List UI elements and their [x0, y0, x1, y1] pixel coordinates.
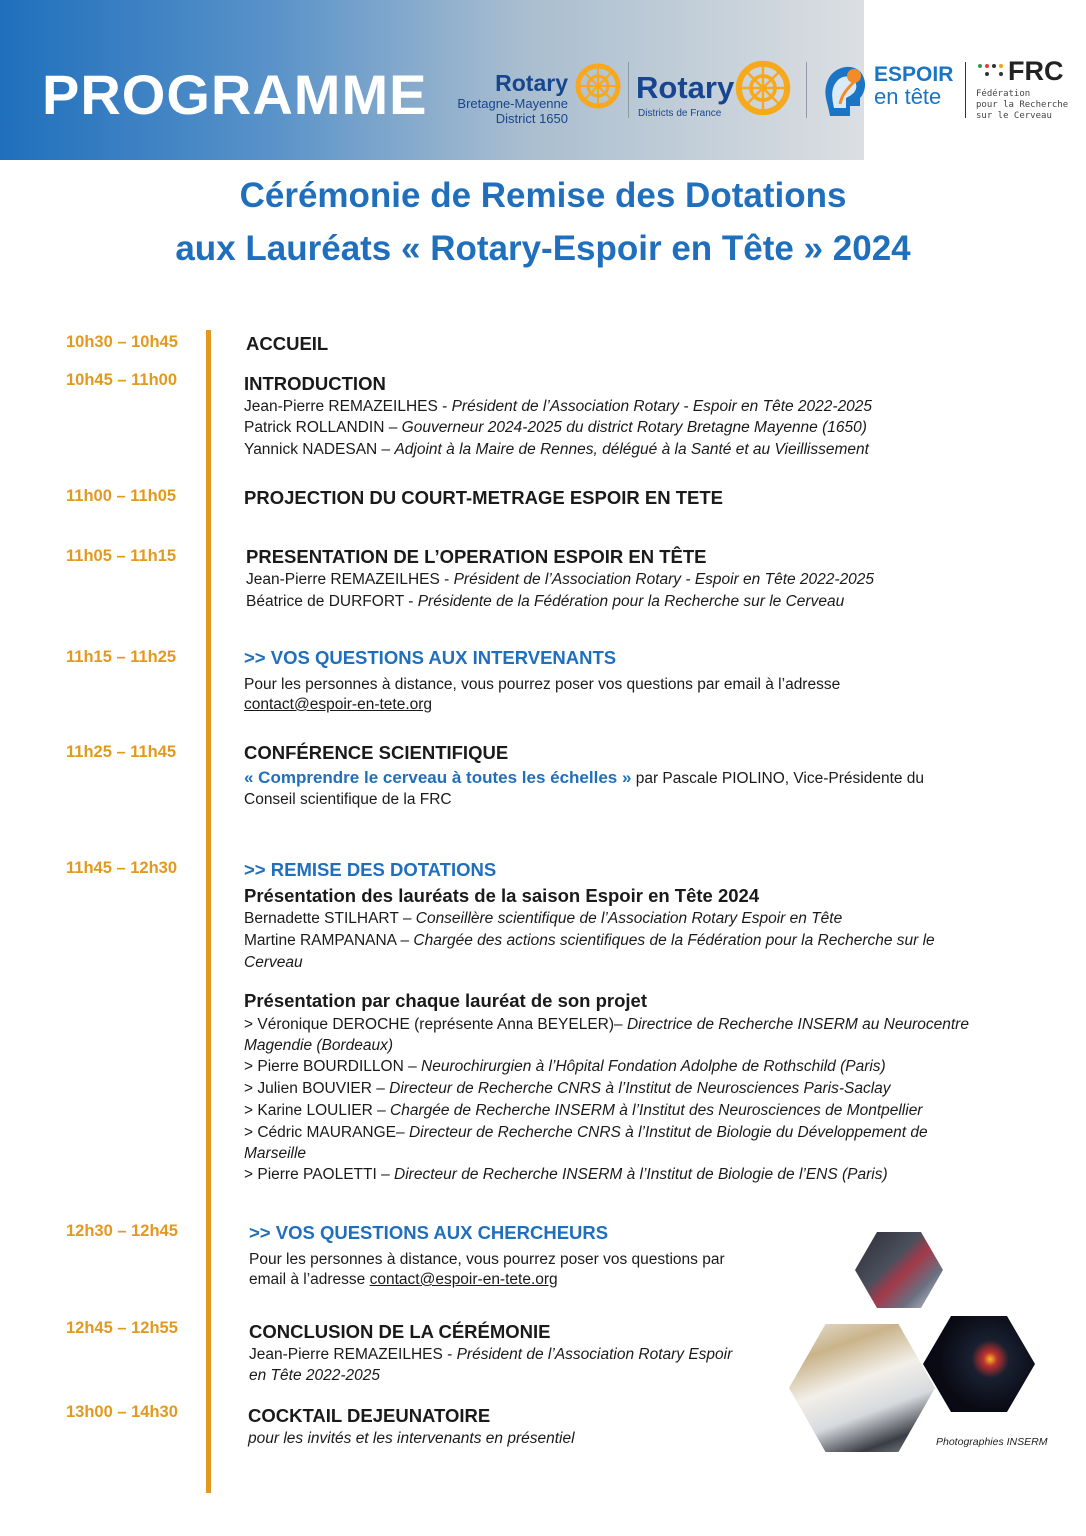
- info-text: Pour les personnes à distance, vous pourrez poser vos questions par email à l’adresse: [244, 676, 841, 693]
- rotary-bretagne-logo: Rotary Bretagne-Mayenne District 1650: [446, 62, 626, 132]
- espoir-logo-line1: ESPOIR: [874, 63, 954, 86]
- time-slot: 12h45 – 12h55: [66, 1319, 178, 1337]
- laureate-line: > Cédric MAURANGE– Directeur de Recherche CNRS à l’Institut de Biologie du Développement de: [244, 1124, 928, 1141]
- speaker-line: Jean-Pierre REMAZEILHES - Président de l’Association Rotary - Espoir en Tête 2022-2025: [246, 571, 875, 588]
- conference-line: « Comprendre le cerveau à toutes les échelles » par Pascale PIOLINO, Vice-Présidente du: [244, 768, 925, 787]
- speaker-line: Patrick ROLLANDIN – Gouverneur 2024-2025 du district Rotary Bretagne Mayenne (1650): [244, 419, 867, 436]
- speaker-line: Bernadette STILHART – Conseillère scientifique de l’Association Rotary Espoir en Tête: [244, 910, 843, 927]
- slot-heading: >> VOS QUESTIONS AUX INTERVENANTS: [244, 647, 617, 668]
- slot-heading: CONCLUSION DE LA CÉRÉMONIE: [249, 1321, 551, 1342]
- info-text: Pour les personnes à distance, vous pourrez poser vos questions par: [249, 1251, 725, 1268]
- contact-email-link[interactable]: contact@espoir-en-tete.org: [244, 696, 433, 713]
- slot-heading: >> VOS QUESTIONS AUX CHERCHEURS: [249, 1222, 609, 1243]
- lab-computer-photo: [855, 1232, 943, 1308]
- time-slot: 11h15 – 11h25: [66, 648, 177, 666]
- logo-divider: [628, 62, 629, 118]
- rotary-wheel-icon: [734, 59, 792, 117]
- laureate-line: > Pierre BOURDILLON – Neurochirurgien à l’Hôpital Fondation Adolphe de Rothschild (Paris): [244, 1058, 886, 1075]
- time-slot: 11h05 – 11h15: [66, 547, 177, 565]
- photo-collage: [785, 1228, 1048, 1458]
- laureates-subheading: Présentation des lauréats de la saison Espoir en Tête 2024: [244, 885, 760, 906]
- time-slot: 11h00 – 11h05: [66, 487, 177, 505]
- espoir-logo-line2: en tête: [874, 84, 942, 109]
- timeline-bar: [206, 330, 211, 1493]
- rotary-wheel-icon: [574, 62, 622, 110]
- laureate-line: > Pierre PAOLETTI – Directeur de Recherche INSERM à l’Institut de Biologie de l’ENS (Paris): [244, 1166, 888, 1183]
- slot-heading: INTRODUCTION: [244, 373, 386, 394]
- time-slot: 13h00 – 14h30: [66, 1403, 178, 1421]
- event-title-line1: Cérémonie de Remise des Dotations: [239, 176, 847, 215]
- laureate-line: > Karine LOULIER – Chargée de Recherche INSERM à l’Institut des Neurosciences de Montpellier: [244, 1102, 923, 1119]
- slot-heading: >> REMISE DES DOTATIONS: [244, 859, 497, 880]
- contact-email-link[interactable]: contact@espoir-en-tete.org: [369, 1271, 558, 1288]
- speaker-line: Béatrice de DURFORT - Présidente de la Fédération pour la Recherche sur le Cerveau: [246, 593, 845, 610]
- speaker-line: Jean-Pierre REMAZEILHES - Président de l’Association Rotary - Espoir en Tête 2022-2025: [244, 398, 873, 415]
- slot-heading: COCKTAIL DEJEUNATOIRE: [248, 1405, 491, 1426]
- laureate-line: Marseille: [244, 1145, 307, 1162]
- header-banner: PROGRAMME Rotary Bretagne-Mayenne District 1650 Rotary Districts de France: [0, 0, 864, 160]
- time-slot: 12h30 – 12h45: [66, 1222, 178, 1240]
- speaker-line: Martine RAMPANANA – Chargée des actions scientifiques de la Fédération pour la Recherche sur le: [244, 932, 935, 949]
- time-slot: 10h30 – 10h45: [66, 333, 178, 351]
- speaker-line: en Tête 2022-2025: [249, 1367, 380, 1384]
- neuron-photo: [923, 1316, 1035, 1412]
- event-title-line2: aux Lauréats « Rotary-Espoir en Tête » 2024: [175, 229, 911, 268]
- logo-divider: [965, 62, 966, 118]
- time-slot: 11h45 – 12h30: [66, 859, 178, 877]
- time-slot: 10h45 – 11h00: [66, 371, 178, 389]
- cocktail-note: pour les invités et les intervenants en présentiel: [248, 1430, 575, 1447]
- frc-logo-subtitle: Fédération pour la Recherche sur le Cerveau: [976, 89, 1069, 121]
- laureate-line: > Véronique DEROCHE (représente Anna BEYELER)– Directrice de Recherche INSERM au Neurocentre: [244, 1016, 969, 1033]
- logo-divider: [806, 62, 807, 118]
- conference-line: Conseil scientifique de la FRC: [244, 791, 452, 808]
- espoir-head-icon: [820, 58, 870, 120]
- projects-subheading: Présentation par chaque lauréat de son projet: [244, 990, 647, 1011]
- time-slot: 11h25 – 11h45: [66, 743, 177, 761]
- researcher-microscope-photo: [789, 1324, 935, 1452]
- slot-heading: PRESENTATION DE L’OPERATION ESPOIR EN TÊTE: [246, 546, 707, 567]
- speaker-line: Cerveau: [244, 954, 303, 971]
- speaker-line: Jean-Pierre REMAZEILHES - Président de l’Association Rotary Espoir: [249, 1346, 733, 1363]
- frc-logo-name: FRC: [1008, 56, 1064, 86]
- laureate-line: > Julien BOUVIER – Directeur de Recherche CNRS à l’Institut de Neurosciences Paris-Saclay: [244, 1080, 891, 1097]
- info-text: email à l’adresse contact@espoir-en-tete.org: [249, 1271, 558, 1288]
- speaker-line: Yannick NADESAN – Adjoint à la Maire de Rennes, délégué à la Santé et au Vieillissement: [244, 441, 869, 458]
- photo-credit: Photographies INSERM: [936, 1436, 1048, 1448]
- slot-heading: ACCUEIL: [246, 333, 329, 354]
- programme-title: PROGRAMME: [42, 63, 428, 126]
- laureate-line: Magendie (Bordeaux): [244, 1037, 394, 1054]
- slot-heading: CONFÉRENCE SCIENTIFIQUE: [244, 742, 509, 763]
- slot-heading: PROJECTION DU COURT-METRAGE ESPOIR EN TETE: [244, 487, 723, 508]
